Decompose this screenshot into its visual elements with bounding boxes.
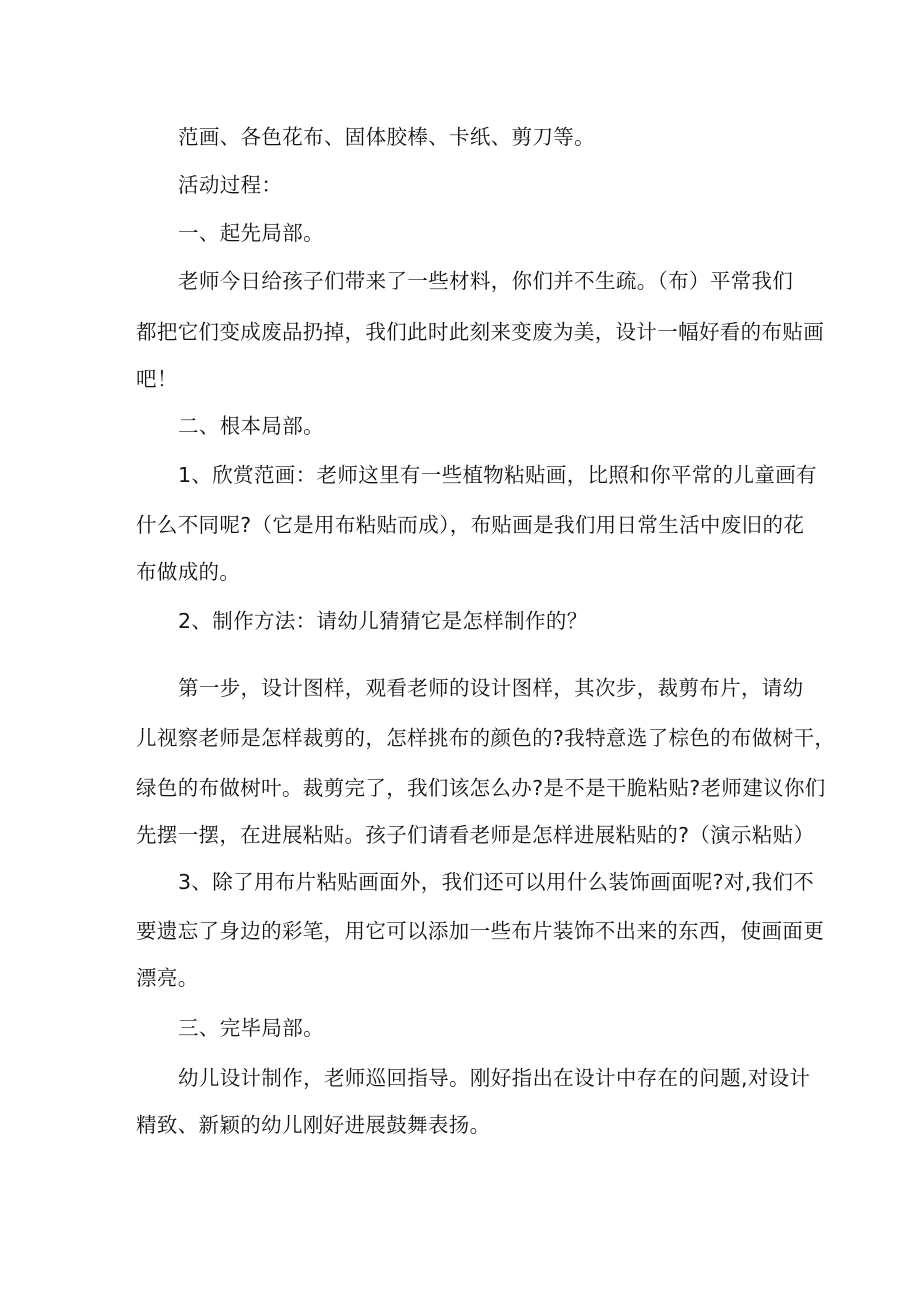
section-two-heading: 二、根本局部。 xyxy=(178,414,324,438)
paragraph-line: 1、欣赏范画：老师这里有一些植物粘贴画，比照和你平常的儿童画有 xyxy=(178,463,817,487)
paragraph-line: 吧！ xyxy=(136,367,178,391)
paragraph-line: 精致、新颖的幼儿刚好进展鼓舞表扬。 xyxy=(136,1113,491,1137)
paragraph-line: 3、除了用布片粘贴画面外，我们还可以用什么装饰画面呢?对,我们不 xyxy=(178,870,815,894)
activity-process-heading: 活动过程： xyxy=(178,173,283,197)
paragraph-line: 儿视察老师是怎样裁剪的，怎样挑布的颜色的?我特意选了棕色的布做树干， xyxy=(136,726,836,750)
paragraph-line: 绿色的布做树叶。裁剪完了，我们该怎么办?是不是干脆粘贴?老师建议你们 xyxy=(136,776,826,800)
section-three-heading: 三、完毕局部。 xyxy=(178,1016,324,1040)
paragraph-line: 漂亮。 xyxy=(136,966,199,990)
paragraph-line: 2、制作方法：请幼儿猜猜它是怎样制作的？ xyxy=(178,609,588,633)
paragraph-line: 都把它们变成废品扔掉，我们此时此刻来变废为美，设计一幅好看的布贴画 xyxy=(136,320,825,344)
section-one-heading: 一、起先局部。 xyxy=(178,221,324,245)
paragraph-line: 第一步，设计图样，观看老师的设计图样，其次步，裁剪布片，请幼 xyxy=(178,676,804,700)
materials-line: 范画、各色花布、固体胶棒、卡纸、剪刀等。 xyxy=(178,125,595,149)
paragraph-line: 先摆一摆，在进展粘贴。孩子们请看老师是怎样进展粘贴的?（演示粘贴） xyxy=(136,823,815,847)
paragraph-line: 要遗忘了身边的彩笔，用它可以添加一些布片装饰不出来的东西，使画面更 xyxy=(136,919,825,943)
paragraph-line: 幼儿设计制作，老师巡回指导。刚好指出在设计中存在的问题,对设计 xyxy=(178,1066,811,1090)
paragraph-line: 老师今日给孩子们带来了一些材料，你们并不生疏。（布）平常我们 xyxy=(178,269,794,293)
paragraph-line: 什么不同呢?（它是用布粘贴而成），布贴画是我们用日常生活中废旧的花 xyxy=(136,513,805,537)
paragraph-line: 布做成的。 xyxy=(136,560,241,584)
